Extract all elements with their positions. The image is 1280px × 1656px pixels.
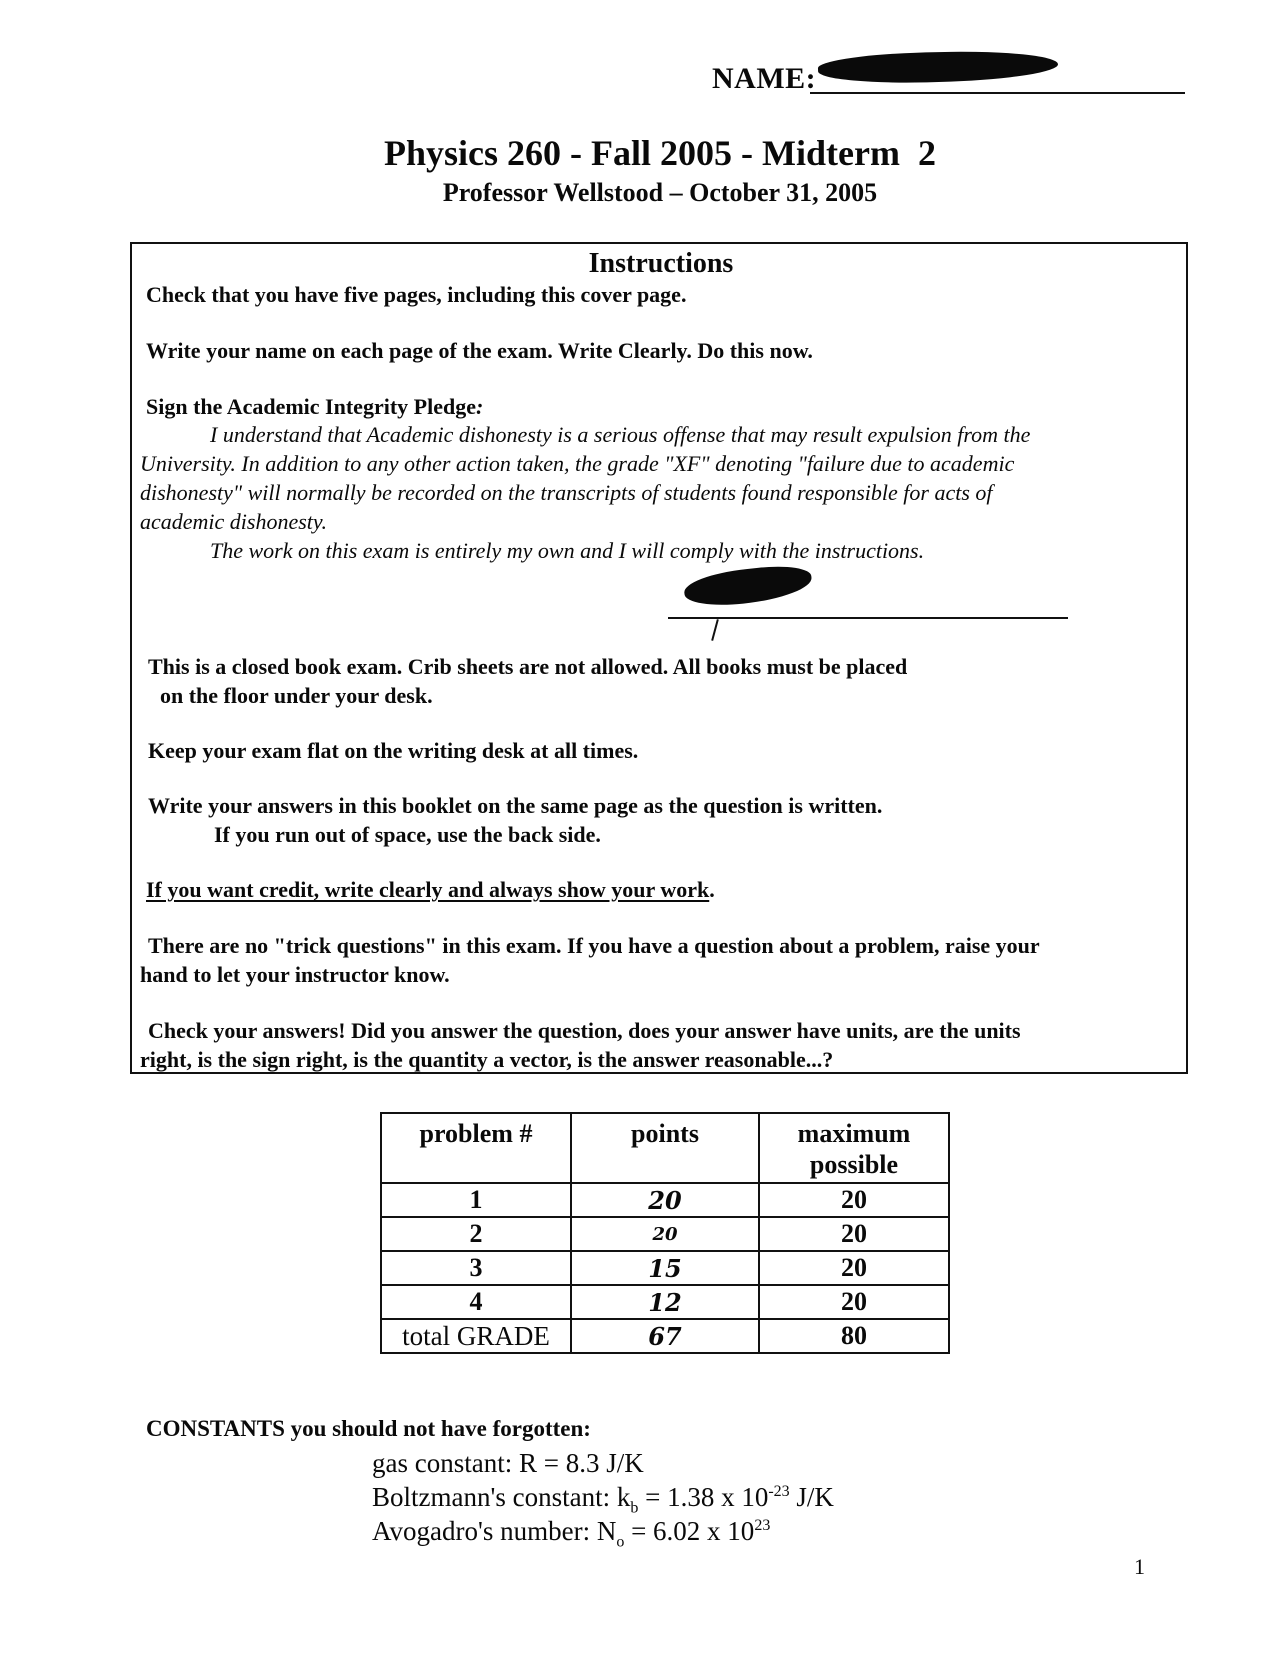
header-maximum: maximum possible [759,1113,949,1183]
redacted-name [818,48,1059,86]
closed-book-text-2: on the floor under your desk. [160,683,433,708]
avogadro-number: Avogadro's number: $N_o = 6.02$ x $10^{23}$ [372,1516,771,1551]
instructions-box [130,242,1188,1074]
check-answers-text-2: right, is the sign right, is the quantity a vector, is the answer reasonable...? [140,1047,834,1072]
header-points: points [571,1113,759,1183]
flat-text: Keep your exam flat on the writing desk at all times. [148,738,639,763]
page-number: 1 [1134,1554,1145,1579]
signature-line [668,617,1068,619]
name-label: NAME: [712,62,817,95]
constants-heading: CONSTANTS you should not have forgotten: [146,1416,591,1441]
table-row [381,1183,949,1217]
instructions-title: Instructions [588,248,734,279]
problem-number: 3 [381,1251,571,1285]
exam-subtitle: Professor Wellstood – October 31, 2005 [442,178,878,207]
trick-text-2: hand to let your instructor know. [140,962,450,987]
points-value: 15 [571,1251,759,1285]
score-table-header [381,1113,949,1183]
score-table [380,1112,950,1354]
max-value: 20 [759,1251,949,1285]
points-value: 20 [571,1183,759,1217]
closed-book-text-1: This is a closed book exam. Crib sheets are not allowed. All books must be placed [148,654,908,679]
check-answers-text-1: Check your answers! Did you answer the question, does your answer have units, are the units [148,1018,1021,1043]
write-name-text: Write your name on each page of the exam. Write Clearly. Do this now. [146,338,813,363]
table-row [381,1285,949,1319]
pledge-own-work: The work on this exam is entirely my own and I will comply with the instructions. [210,538,925,563]
max-value: 20 [759,1183,949,1217]
trick-text-1: There are no "trick questions" in this exam. If you have a question about a problem, raise your [148,933,1040,958]
signature-stroke [711,619,719,641]
credit-text: If you want credit, write clearly and always show your work. [146,877,715,902]
gas-constant: gas constant: R = 8.3 J/K [372,1448,644,1478]
exam-title: Physics 260 - Fall 2005 - Midterm 2 [384,133,936,173]
boltzmann-constant: Boltzmann's constant: $k_b = 1.38$ x $10^{-23}$ J/K [372,1482,834,1517]
total-label: total GRADE [381,1319,571,1353]
total-points: 67 [571,1319,759,1353]
total-max: 80 [759,1319,949,1353]
total-row [381,1319,949,1353]
pledge-line-3: dishonesty" will normally be recorded on the transcripts of students found responsible for acts of [140,480,993,505]
redacted-signature [683,562,814,609]
problem-number: 2 [381,1217,571,1251]
max-value: 20 [759,1285,949,1319]
table-row [381,1251,949,1285]
table-row [381,1217,949,1251]
answers-text-1: Write your answers in this booklet on the same page as the question is written. [148,793,883,818]
max-value: 20 [759,1217,949,1251]
pledge-line-2: University. In addition to any other action taken, the grade "XF" denoting "failure due to academic [140,451,1015,476]
pledge-line-1: I understand that Academic dishonesty is a serious offense that may result expulsion from the [210,422,1031,447]
problem-number: 1 [381,1183,571,1217]
name-line [810,92,1185,94]
answers-text-2: If you run out of space, use the back side. [214,822,601,847]
problem-number: 4 [381,1285,571,1319]
header-problem: problem # [381,1113,571,1183]
pledge-line-4: academic dishonesty. [140,509,327,534]
check-pages-text: Check that you have five pages, including this cover page. [146,282,687,307]
points-value: 20 [571,1217,759,1251]
pledge-heading: Sign the Academic Integrity Pledge: [146,394,484,419]
points-value: 12 [571,1285,759,1319]
